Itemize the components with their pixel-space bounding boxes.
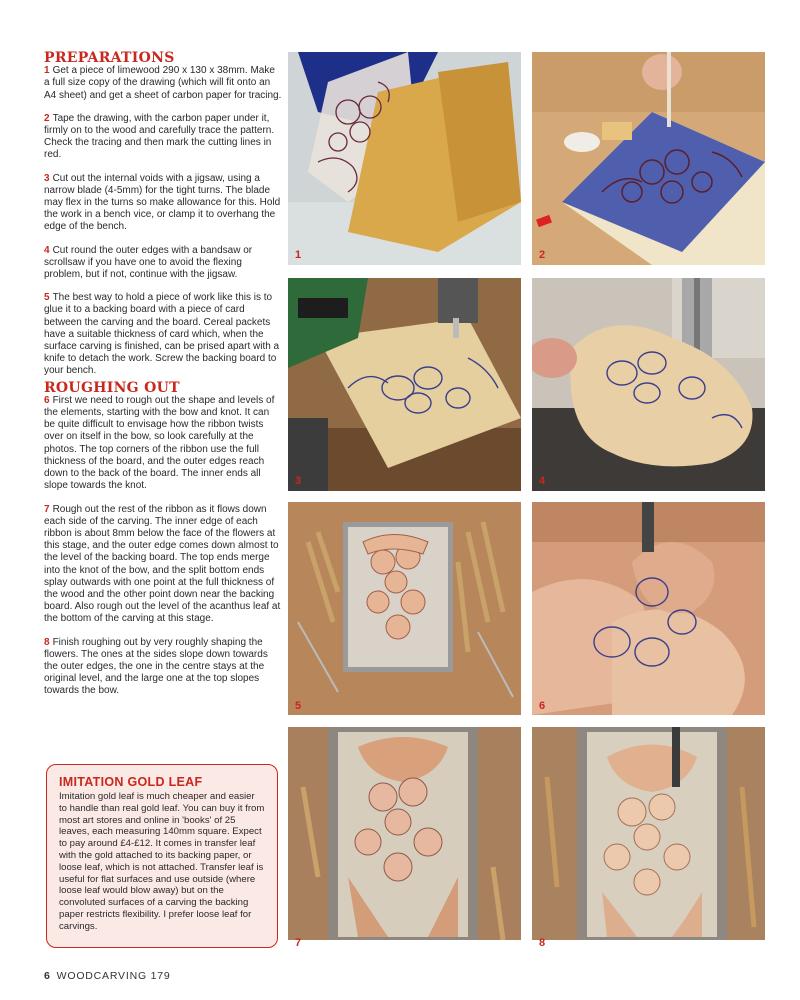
photo-5 <box>288 502 521 715</box>
photo-6 <box>532 502 765 715</box>
step-text: Finish roughing out by very roughly shaping the flowers. The ones at the sides slope down towards the outer edges, the one in the centre stays at the original level, and the large one at the top slopes towards the bow. <box>44 636 268 697</box>
step-2 <box>44 113 282 162</box>
step-text: The best way to hold a piece of work like this is to glue it to a backing board with a piece of card between the carving and the board. Cereal packets have a suitable thickness of card which, when the surface carving is finished, can be prised apart with a knife to detach the work. Screw the backing board to your bench. <box>44 292 280 377</box>
article-text-column <box>44 52 282 709</box>
step-text: Cut round the outer edges with a bandsaw or scrollsaw if you have one to avoid the flexing problem, but if not, continue with the jigsaw. <box>44 244 253 281</box>
step-number: 7 <box>44 503 50 515</box>
roughing-out-heading: ROUGHING OUT <box>44 379 180 396</box>
step-number: 8 <box>44 636 50 648</box>
step-text: Tape the drawing, with the carbon paper under it, firmly on to the wood and carefully trace the pattern. Check the tracing and then mark the cutting lines in red. <box>44 112 275 161</box>
photo-4 <box>532 278 765 491</box>
photo-8 <box>532 727 765 940</box>
step-6 <box>44 395 282 493</box>
step-text: Cut out the internal voids with a jigsaw, using a narrow blade (4-5mm) for the tight turns. The blade may flex in the turns so make allowance for this. Hold the work in a bench vice, or clamp it to overhang the edge of the bench. <box>44 172 281 233</box>
photo-4-image <box>532 278 765 491</box>
photo-2-label: 2 <box>539 249 546 261</box>
photo-2 <box>532 52 765 265</box>
step-number: 3 <box>44 172 50 184</box>
sidebar-text: Imitation gold leaf is much cheaper and easier to handle than real gold leaf. You can buy it from most art stores and online in 'books' of 25 leaves, each measuring 140mm square. Expect to pay around £4-£12. It comes in transfer leaf with the gold attached to its backing paper, or loose leaf, which is not attached. Transfer leaf is useful for flat surfaces and use outside (where loose leaf would blow away) but on the convoluted surfaces of a carving the backing paper restricts flexibility. I prefer loose leaf for carvings. <box>59 791 265 932</box>
photo-4-label: 4 <box>539 475 546 487</box>
page-number: 6 <box>44 970 51 982</box>
photo-5-label: 5 <box>295 700 302 712</box>
page-footer <box>44 970 171 982</box>
preparations-heading: PREPARATIONS <box>44 50 175 66</box>
step-1 <box>44 65 282 102</box>
step-number: 1 <box>44 65 50 77</box>
step-number: 4 <box>44 244 50 256</box>
step-text: First we need to rough out the shape and levels of the elements, starting with the bow and knot. It can be quite difficult to envisage how the ribbon twists over on itself in the bow, so look carefully at the photos. The top corners of the ribbon use the full thickness of the board, and the outer edges reach down to the back of the board. The inner ends all slope towards the knot. <box>44 394 275 492</box>
photo-3-image <box>288 278 521 491</box>
photo-7-label: 7 <box>295 937 302 949</box>
photo-3 <box>288 278 521 491</box>
step-8 <box>44 637 282 698</box>
step-number: 5 <box>44 292 50 304</box>
photo-7 <box>288 727 521 940</box>
step-number: 6 <box>44 394 50 406</box>
photo-6-image <box>532 502 765 715</box>
photo-1-image <box>288 52 521 265</box>
photo-6-label: 6 <box>539 700 546 712</box>
sidebar-title: IMITATION GOLD LEAF <box>59 775 203 789</box>
gold-leaf-sidebar <box>46 764 278 948</box>
photo-8-image <box>532 727 765 940</box>
step-7 <box>44 504 282 626</box>
photo-3-label: 3 <box>295 475 302 487</box>
step-number: 2 <box>44 112 50 124</box>
photo-8-label: 8 <box>539 937 546 949</box>
photo-1-label: 1 <box>295 249 302 261</box>
step-text: Rough out the rest of the ribbon as it flows down each side of the carving. The inner edge of each ribbon is about 8mm below the face of the flowers at this stage, and the outer edge comes down almost to the level of the backing board. The top ends merge into the knot of the bow, and the split bottom ends splay outwards with one point at the full thickness of the wood and the other point down near the backing board. Also rough out the level of the acanthus leaf at the bottom of the carving at this stage. <box>44 503 281 625</box>
step-text: Get a piece of limewood 290 x 130 x 38mm. Make a full size copy of the drawing (which will fit onto an A4 sheet) and get a sheet of carbon paper for tracing. <box>44 65 282 101</box>
photo-1 <box>288 52 521 265</box>
photo-2-image <box>532 52 765 265</box>
photo-7-image <box>288 727 521 940</box>
step-3 <box>44 173 282 234</box>
magazine-issue: WOODCARVING 179 <box>56 970 171 982</box>
step-5 <box>44 292 282 377</box>
photo-5-image <box>288 502 521 715</box>
step-4 <box>44 245 282 282</box>
